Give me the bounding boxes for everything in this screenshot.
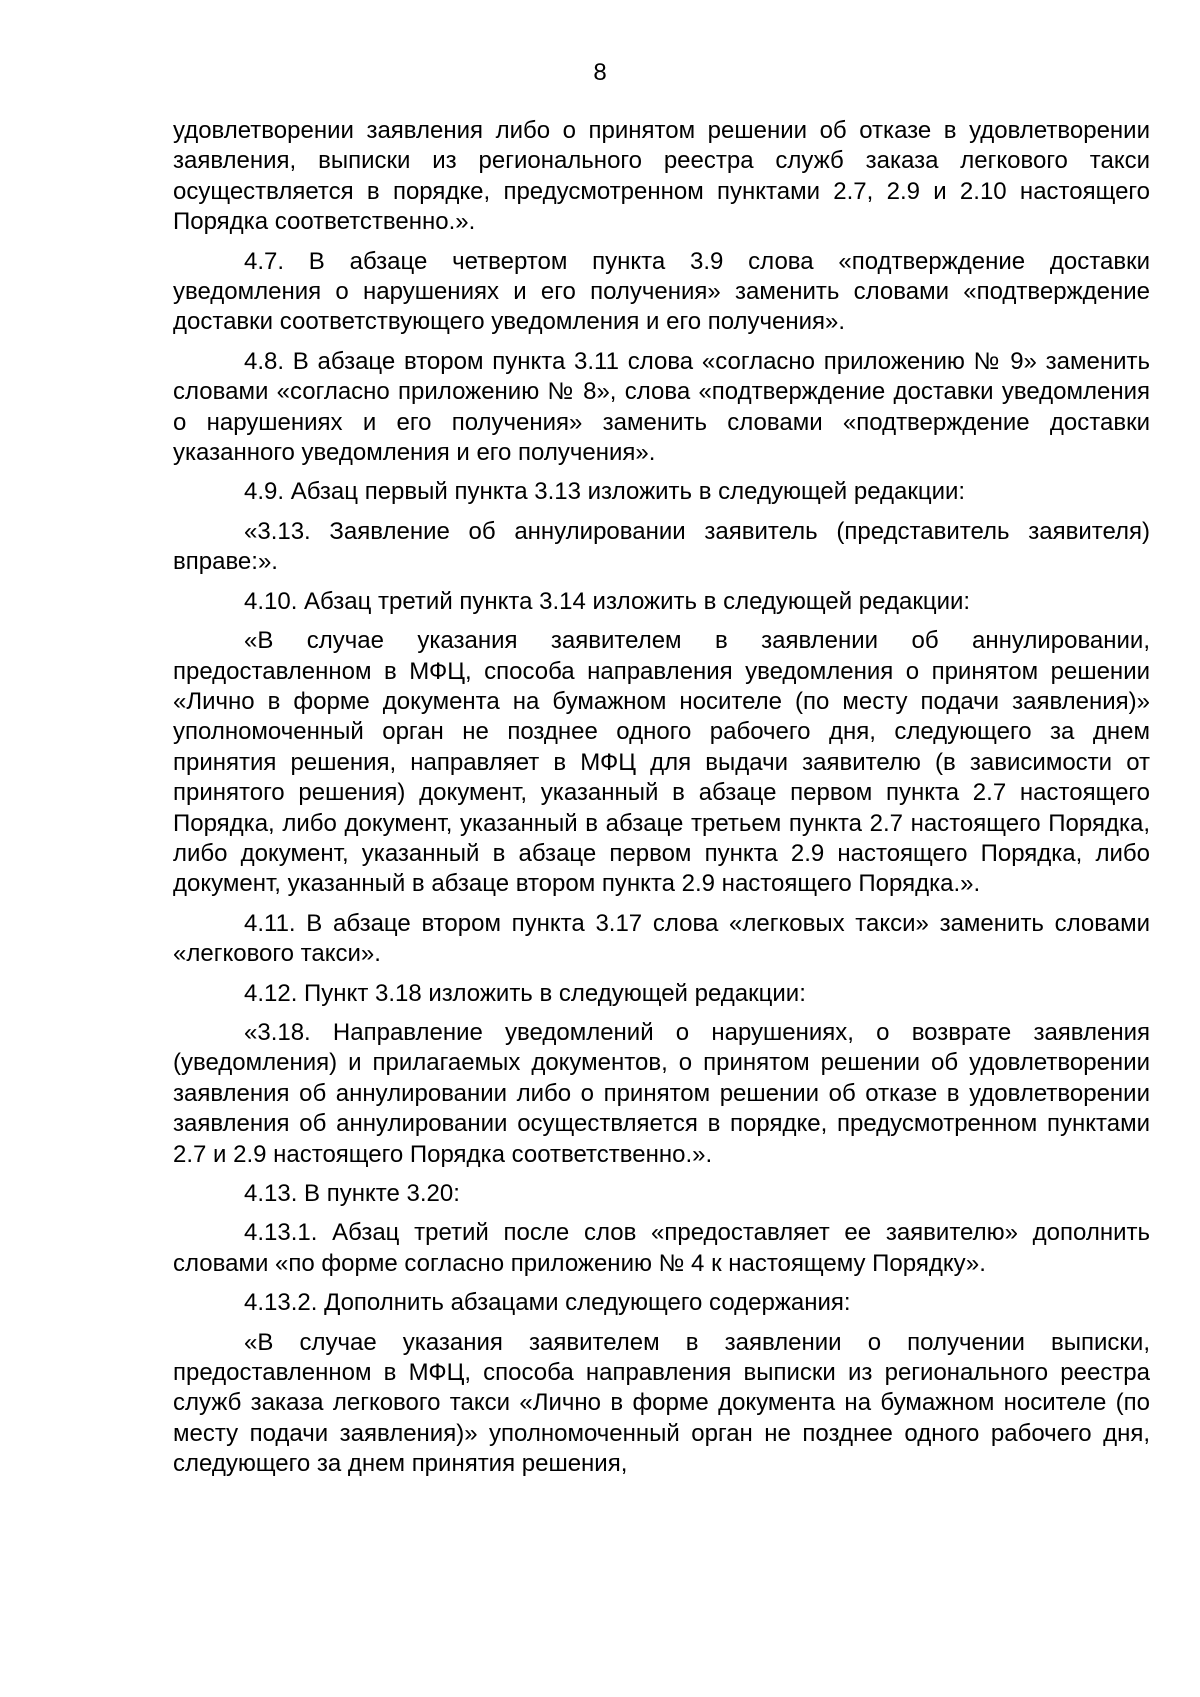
paragraph-4-13-1: 4.13.1. Абзац третий после слов «предоставляет ее заявителю» дополнить словами «по форме согласно приложению № 4 к настоящему Порядку».	[173, 1219, 1150, 1277]
paragraph-4-13-2: 4.13.2. Дополнить абзацами следующего содержания:	[244, 1289, 851, 1317]
page-number: 8	[593, 59, 607, 86]
paragraph-4-10: 4.10. Абзац третий пункта 3.14 изложить в следующей редакции:	[244, 587, 971, 615]
paragraph-4-12: 4.12. Пункт 3.18 изложить в следующей редакции:	[244, 979, 806, 1007]
paragraph-4-13: 4.13. В пункте 3.20:	[244, 1180, 460, 1207]
document-body	[173, 116, 1150, 1489]
paragraph-3-20-quote: «В случае указания заявителем в заявлении о получении выписки, предоставленном в МФЦ, способа направления выписки из регионального реестра служб заказа легкового такси «Лично в форме документа на бумажном носителе (по месту подачи заявления)» уполномоченный орган не позднее одного рабочего дня, следующего за днем принятия решения,	[173, 1328, 1150, 1478]
paragraph-4-7: 4.7. В абзаце четвертом пункта 3.9 слова «подтверждение доставки уведомления о нарушениях и его получения» заменить словами «подтверждение доставки соответствующего уведомления и его получения».	[173, 247, 1150, 336]
paragraph-continuation: удовлетворении заявления либо о принятом решении об отказе в удовлетворении заявления, выписки из регионального реестра служб заказа легкового такси осуществляется в порядке, предусмотренном пунктами 2.7, 2.9 и 2.10 настоящего Порядка соответственно.».	[173, 117, 1150, 236]
paragraph-3-18-quote: «3.18. Направление уведомлений о нарушениях, о возврате заявления (уведомления) и прилагаемых документов, о принятом решении об удовлетворении заявления об аннулировании либо о принятом решении об отказе в удовлетворении заявления об аннулировании осуществляется в порядке, предусмотренном пунктами 2.7 и 2.9 настоящего Порядка соответственно.».	[173, 1018, 1150, 1168]
paragraph-4-11: 4.11. В абзаце втором пункта 3.17 слова «легковых такси» заменить словами «легкового такси».	[173, 909, 1150, 968]
paragraph-4-8: 4.8. В абзаце втором пункта 3.11 слова «согласно приложению № 9» заменить словами «согласно приложению № 8», слова «подтверждение доставки уведомления о нарушениях и его получения» заменить словами «подтверждение доставки указанного уведомления и его получения».	[173, 347, 1150, 467]
paragraph-4-9: 4.9. Абзац первый пункта 3.13 изложить в следующей редакции:	[244, 478, 966, 506]
paragraph-3-13-quote: «3.13. Заявление об аннулировании заявитель (представитель заявителя) вправе:».	[173, 517, 1150, 576]
paragraph-3-14-quote: «В случае указания заявителем в заявлении об аннулировании, предоставленном в МФЦ, способа направления уведомления о принятом решении «Лично в форме документа на бумажном носителе (по месту подачи заявления)» уполномоченный орган не позднее одного рабочего дня, следующего за днем принятия решения, направляет в МФЦ для выдачи заявителю (в зависимости от принятого решения) документ, указанный в абзаце первом пункта 2.7 настоящего Порядка, либо документ, указанный в абзаце третьем пункта 2.7 настоящего Порядка, либо документ, указанный в абзаце первом пункта 2.9 настоящего Порядка, либо документ, указанный в абзаце втором пункта 2.9 настоящего Порядка.».	[173, 627, 1150, 898]
